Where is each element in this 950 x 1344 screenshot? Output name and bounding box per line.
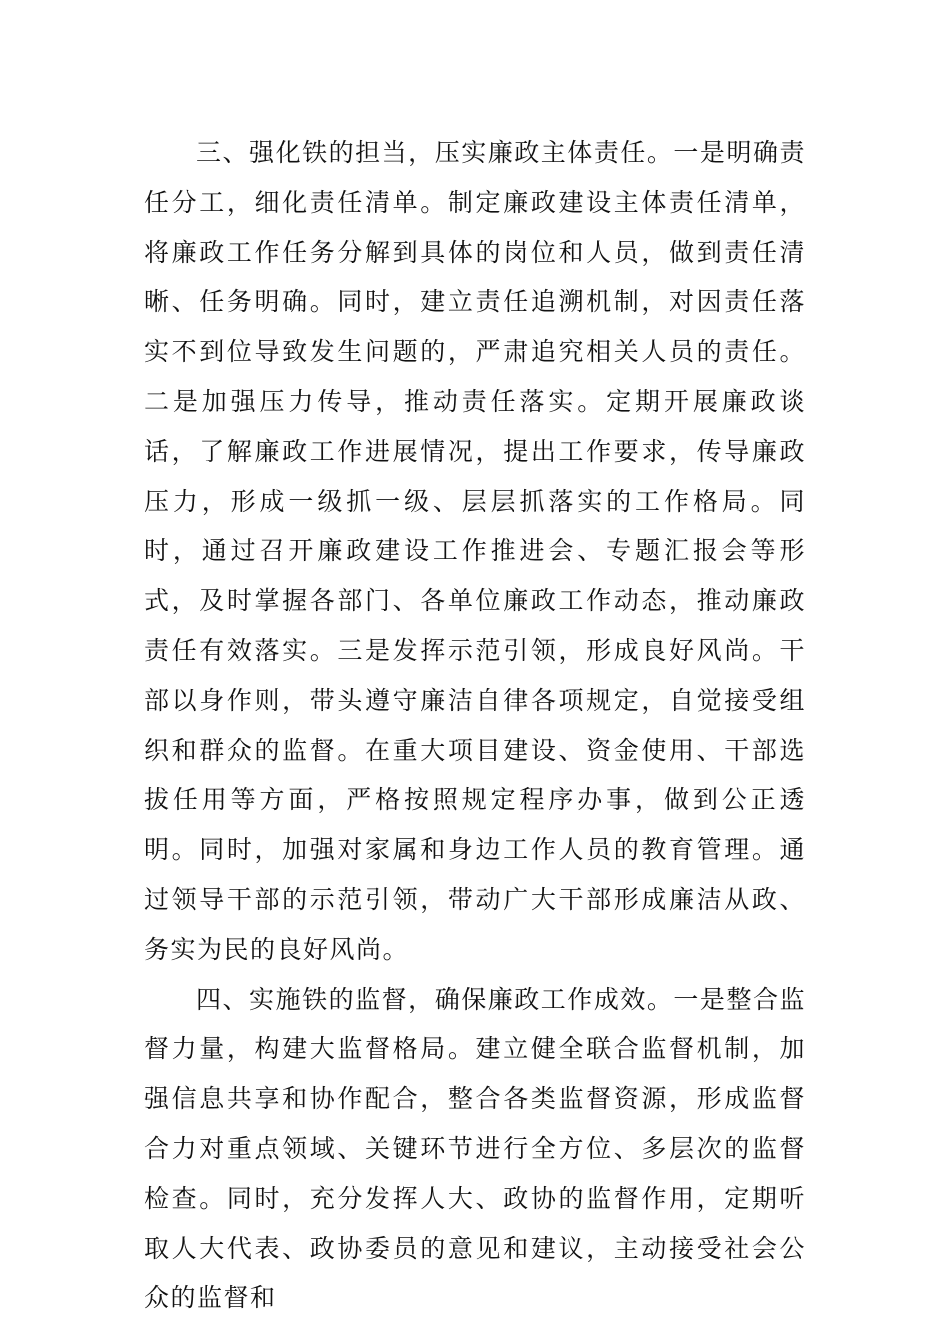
- document-body: [144, 128, 806, 1323]
- paragraph-section-three: 三、强化铁的担当，压实廉政主体责任。一是明确责任分工，细化责任清单。制定廉政建设主体责任清单，将廉政工作任务分解到具体的岗位和人员，做到责任清晰、任务明确。同时，建立责任追溯机制，对因责任落实不到位导致发生问题的，严肃追究相关人员的责任。二是加强压力传导，推动责任落实。定期开展廉政谈话，了解廉政工作进展情况，提出工作要求，传导廉政压力，形成一级抓一级、层层抓落实的工作格局。同时，通过召开廉政建设工作推进会、专题汇报会等形式，及时掌握各部门、各单位廉政工作动态，推动廉政责任有效落实。三是发挥示范引领，形成良好风尚。干部以身作则，带头遵守廉洁自律各项规定，自觉接受组织和群众的监督。在重大项目建设、资金使用、干部选拔任用等方面，严格按照规定程序办事，做到公正透明。同时，加强对家属和身边工作人员的教育管理。通过领导干部的示范引领，带动广大干部形成廉洁从政、务实为民的良好风尚。: [144, 138, 806, 964]
- paragraph-section-four: 四、实施铁的监督，确保廉政工作成效。一是整合监督力量，构建大监督格局。建立健全联合监督机制，加强信息共享和协作配合，整合各类监督资源，形成监督合力对重点领域、关键环节进行全方位、多层次的监督检查。同时，充分发挥人大、政协的监督作用，定期听取人大代表、政协委员的意见和建议，主动接受社会公众的监督和: [144, 984, 806, 1313]
